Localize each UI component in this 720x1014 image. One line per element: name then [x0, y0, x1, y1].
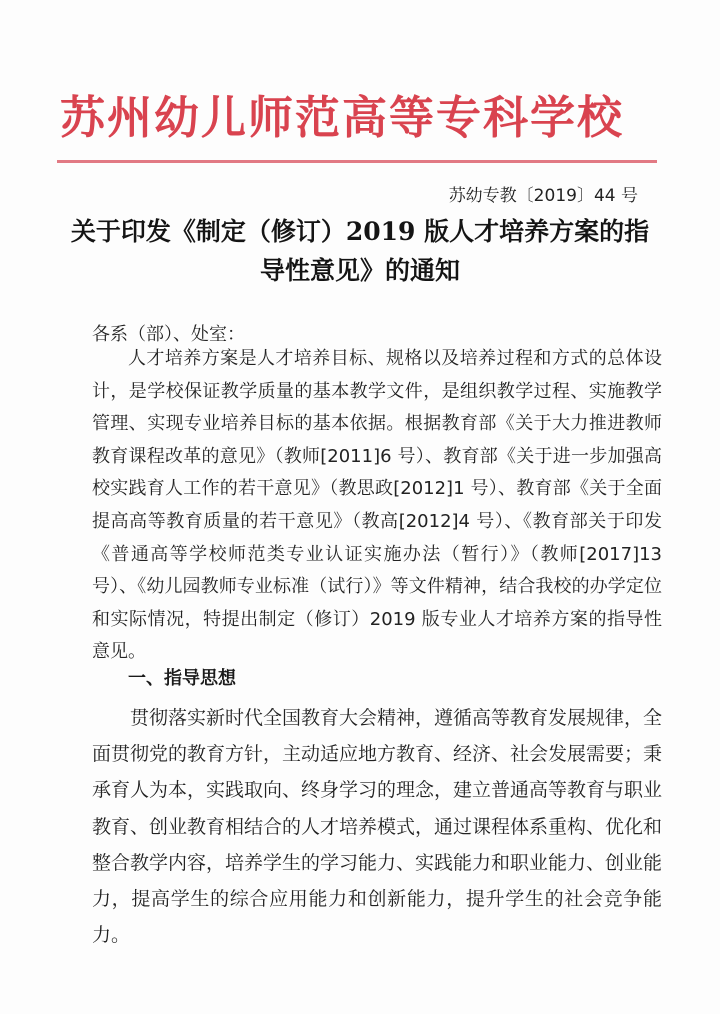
- document-number: 苏幼专教〔2019〕44 号: [448, 186, 638, 206]
- section-heading-guiding-ideology: 一、指导思想: [128, 668, 236, 689]
- red-separator-rule: [57, 160, 657, 163]
- body-paragraph-guiding-ideology: 贯彻落实新时代全国教育大会精神，遵循高等教育发展规律，全面贯彻党的教育方针，主动适应地方教育、经济、社会发展需要；秉承育人为本，实践取向、终身学习的理念，建立普通高等教育与职业教育、创业教育相结合的人才培养模式，通过课程体系重构、优化和整合教学内容，培养学生的学习能力、实践能力和职业能力、创业能力，提高学生的综合应用能力和创新能力，提升学生的社会竞争能力。: [92, 707, 663, 947]
- document-title: 关于印发《制定（修订）2019 版人才培养方案的指导性意见》的通知: [70, 217, 650, 285]
- salutation: 各系（部）、处室：: [92, 324, 245, 345]
- school-masthead: 苏州幼儿师范高等专科学校: [60, 91, 625, 144]
- body-paragraph-intro: 人才培养方案是人才培养目标、规格以及培养过程和方式的总体设计，是学校保证教学质量的基本教学文件，是组织教学过程、实施教学管理、实现专业培养目标的基本依据。根据教育部《关于大力推进教师教育课程改革的意见》（教师[2011]6 号）、教育部《关于进一步加强高校实践育人工作的若干意见》（教思政[2012]1 号）、教育部《关于全面提高高等教育质量的若干意见》（教高[2012]4 号）、《教育部关于印发《普通高等学校师范类专业认证实施办法（暂行）》（教师[2017]13 号）、《幼儿园教师专业标准（试行）》等文件精神，结合我校的办学定位和实际情况，特提出制定（修订）2019 版专业人才培养方案的指导性意见。: [92, 348, 662, 663]
